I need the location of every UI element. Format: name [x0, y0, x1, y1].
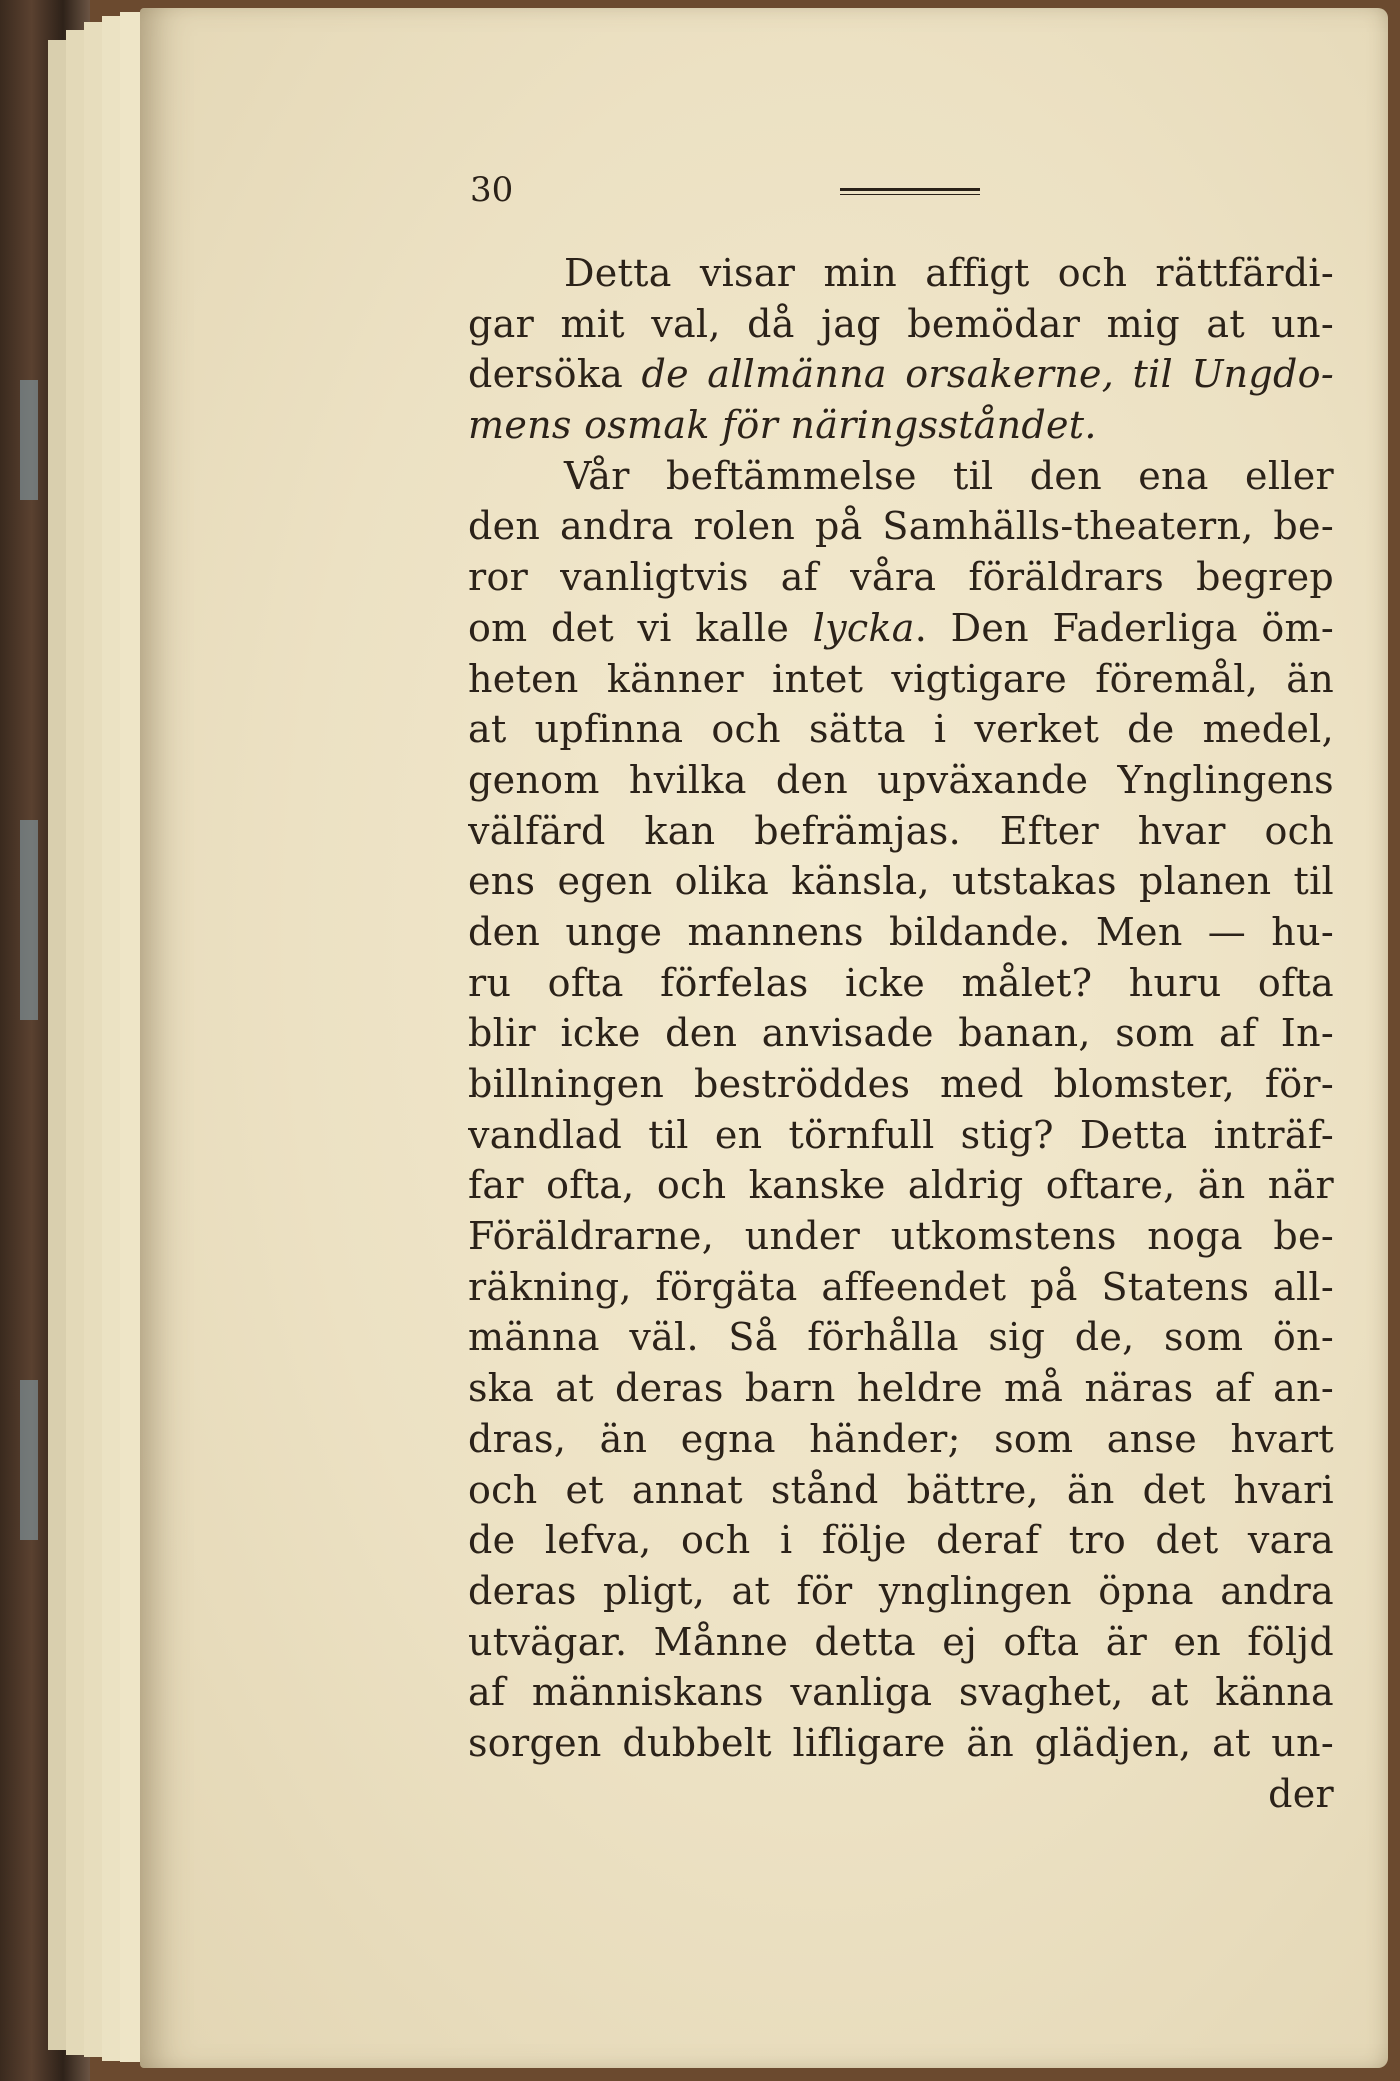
text-line: [468, 1110, 1334, 1161]
text-line: [468, 1363, 1334, 1414]
text-line: [468, 1465, 1334, 1516]
text-segment: räkning, förgäta affeendet på Statens all-: [468, 1264, 1334, 1309]
italic-text: mens osmak för näringsståndet.: [468, 403, 1097, 448]
text-line: [468, 806, 1334, 857]
text-line: [468, 1262, 1334, 1313]
text-line: [468, 1718, 1334, 1769]
text-segment: dras, än egna händer; som anse hvart: [468, 1416, 1334, 1461]
page-header: [470, 170, 1330, 210]
text-segment: den unge mannens bildande. Men — hu-: [468, 909, 1334, 954]
text-segment: ska at deras barn heldre må näras af an-: [468, 1366, 1334, 1411]
text-line: [468, 1617, 1334, 1668]
text-segment: sorgen dubbelt lifligare än glädjen, at un-: [468, 1720, 1334, 1765]
text-segment: om det vi kalle: [468, 605, 813, 650]
page-edge: [66, 30, 86, 2055]
text-segment: männa väl. Så förhålla sig de, som ön-: [468, 1315, 1334, 1360]
text-segment: välfärd kan befrämjas. Efter hvar och: [468, 808, 1334, 853]
cover-marbling: [20, 1380, 38, 1540]
text-segment: billningen beströddes med blomster, för-: [468, 1062, 1334, 1106]
text-line: [468, 856, 1334, 907]
text-line: [468, 1414, 1334, 1465]
text-line: [468, 755, 1334, 806]
text-segment: der: [1268, 1771, 1334, 1816]
text-line: [468, 1515, 1334, 1566]
text-line: [468, 704, 1334, 755]
text-segment: far ofta, och kanske aldrig oftare, än när: [468, 1163, 1334, 1208]
text-segment: Föräldrarne, under utkomstens noga be-: [468, 1214, 1334, 1259]
text-segment: af människans vanliga svaghet, at känna: [468, 1670, 1334, 1715]
text-line: [468, 907, 1334, 958]
text-segment: genom hvilka den upväxande Ynglingens: [468, 757, 1334, 802]
text-line: [468, 501, 1334, 552]
text-line: [468, 1769, 1334, 1820]
text-segment: deras pligt, at för ynglingen öpna andra: [468, 1568, 1334, 1613]
text-segment: ru ofta förfelas icke målet? huru ofta: [468, 960, 1334, 1005]
text-segment: den andra rolen på Samhälls-theatern, be-: [468, 504, 1334, 549]
text-line: [468, 1059, 1334, 1110]
text-line: [468, 552, 1334, 603]
text-segment: ens egen olika känsla, utstakas planen til: [468, 859, 1334, 904]
text-line: [468, 1566, 1334, 1617]
text-line: [468, 349, 1334, 400]
text-line: [468, 248, 1334, 299]
cover-marbling: [20, 380, 38, 500]
text-line: [468, 451, 1334, 502]
header-rule: [840, 188, 980, 195]
text-segment: de lefva, och i följe deraf tro det vara: [468, 1518, 1334, 1563]
text-segment: blir icke den anvisade banan, som af In-: [468, 1011, 1334, 1056]
text-line: [468, 603, 1334, 654]
text-line: [468, 1160, 1334, 1211]
text-segment: Vår beftämmelse til den ena eller: [564, 453, 1334, 498]
cover-marbling: [20, 820, 38, 1020]
text-segment: och et annat stånd bättre, än det hvari: [468, 1467, 1334, 1512]
text-line: [468, 400, 1334, 451]
text-line: [468, 1667, 1334, 1718]
text-segment: . Den Faderliga öm-: [914, 605, 1334, 650]
text-segment: dersöka: [468, 352, 642, 397]
body-text: [468, 248, 1334, 1819]
text-line: [468, 958, 1334, 1009]
text-segment: utvägar. Månne detta ej ofta är en följd: [468, 1619, 1334, 1664]
text-segment: at upfinna och sätta i verket de medel,: [468, 707, 1334, 752]
text-segment: Detta visar min affigt och rättfärdi-: [564, 251, 1334, 295]
text-line: [468, 299, 1334, 350]
italic-text: lycka: [812, 605, 915, 650]
text-segment: heten känner intet vigtigare föremål, än: [468, 656, 1334, 701]
text-segment: ror vanligtvis af våra föräldrars begrep: [468, 555, 1334, 600]
text-line: [468, 654, 1334, 705]
page-edge: [84, 22, 104, 2057]
text-line: [468, 1312, 1334, 1363]
text-line: [468, 1211, 1334, 1262]
text-segment: vandlad til en törnfull stig? Detta inträf-: [468, 1112, 1334, 1157]
page-number: 30: [470, 170, 514, 210]
text-line: [468, 1008, 1334, 1059]
text-segment: gar mit val, då jag bemödar mig at un-: [468, 301, 1334, 346]
italic-text: de allmänna orsakerne, til Ungdo-: [641, 352, 1334, 397]
